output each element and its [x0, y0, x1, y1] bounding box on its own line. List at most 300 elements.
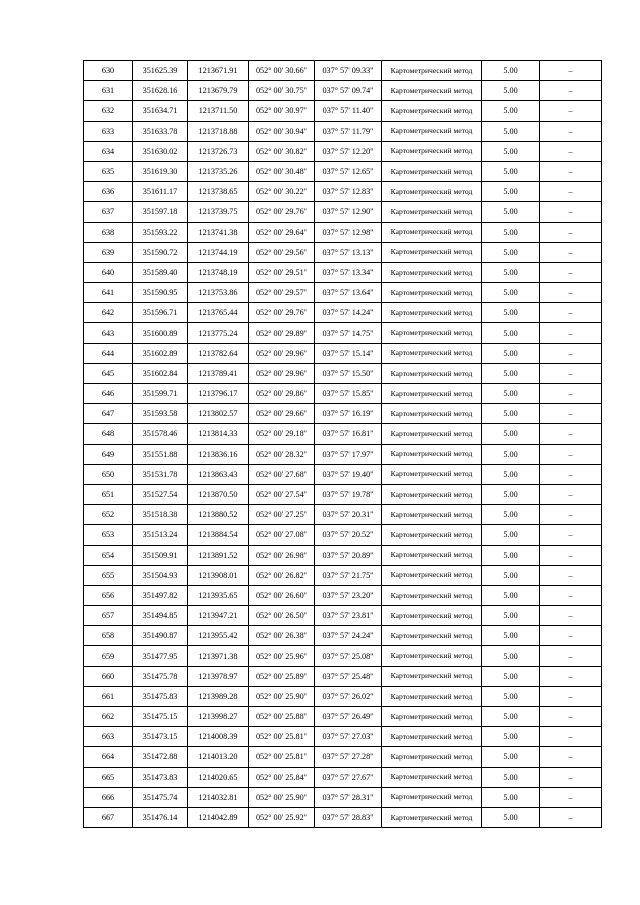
accuracy-cell: 5.00 [482, 707, 540, 727]
longitude-cell: 037° 57' 09.33" [315, 61, 382, 81]
x-coordinate-cell: 351527.54 [133, 484, 188, 504]
note-cell: – [540, 747, 602, 767]
accuracy-cell: 5.00 [482, 343, 540, 363]
x-coordinate-cell: 351593.58 [133, 404, 188, 424]
longitude-cell: 037° 57' 15.50" [315, 363, 382, 383]
y-coordinate-cell: 1213814.33 [188, 424, 249, 444]
table-row [84, 807, 602, 827]
table-row [84, 525, 602, 545]
method-cell: Картометрический метод [382, 384, 482, 404]
method-cell: Картометрический метод [382, 707, 482, 727]
accuracy-cell: 5.00 [482, 424, 540, 444]
method-cell: Картометрический метод [382, 787, 482, 807]
x-coordinate-cell: 351475.78 [133, 666, 188, 686]
y-coordinate-cell: 1213863.43 [188, 464, 249, 484]
y-coordinate-cell: 1213735.26 [188, 161, 249, 181]
y-coordinate-cell: 1213935.65 [188, 585, 249, 605]
longitude-cell: 037° 57' 24.24" [315, 626, 382, 646]
x-coordinate-cell: 351593.22 [133, 222, 188, 242]
accuracy-cell: 5.00 [482, 101, 540, 121]
latitude-cell: 052° 00' 30.75" [249, 81, 315, 101]
longitude-cell: 037° 57' 15.85" [315, 384, 382, 404]
note-cell: – [540, 161, 602, 181]
table-row [84, 626, 602, 646]
point-number-cell: 631 [84, 81, 133, 101]
method-cell: Картометрический метод [382, 61, 482, 81]
x-coordinate-cell: 351494.85 [133, 606, 188, 626]
x-coordinate-cell: 351472.88 [133, 747, 188, 767]
method-cell: Картометрический метод [382, 182, 482, 202]
note-cell: – [540, 262, 602, 282]
note-cell: – [540, 182, 602, 202]
accuracy-cell: 5.00 [482, 464, 540, 484]
latitude-cell: 052° 00' 26.60" [249, 585, 315, 605]
method-cell: Картометрический метод [382, 585, 482, 605]
x-coordinate-cell: 351475.83 [133, 686, 188, 706]
y-coordinate-cell: 1213744.19 [188, 242, 249, 262]
note-cell: – [540, 484, 602, 504]
point-number-cell: 645 [84, 363, 133, 383]
x-coordinate-cell: 351634.71 [133, 101, 188, 121]
method-cell: Картометрический метод [382, 767, 482, 787]
table-row [84, 707, 602, 727]
latitude-cell: 052° 00' 25.89" [249, 666, 315, 686]
x-coordinate-cell: 351628.16 [133, 81, 188, 101]
point-number-cell: 662 [84, 707, 133, 727]
latitude-cell: 052° 00' 25.90" [249, 787, 315, 807]
x-coordinate-cell: 351473.83 [133, 767, 188, 787]
note-cell: – [540, 303, 602, 323]
point-number-cell: 646 [84, 384, 133, 404]
longitude-cell: 037° 57' 23.81" [315, 606, 382, 626]
table-row [84, 686, 602, 706]
accuracy-cell: 5.00 [482, 807, 540, 827]
y-coordinate-cell: 1214013.20 [188, 747, 249, 767]
accuracy-cell: 5.00 [482, 747, 540, 767]
note-cell: – [540, 565, 602, 585]
point-number-cell: 658 [84, 626, 133, 646]
accuracy-cell: 5.00 [482, 61, 540, 81]
latitude-cell: 052° 00' 29.57" [249, 283, 315, 303]
latitude-cell: 052° 00' 29.86" [249, 384, 315, 404]
method-cell: Картометрический метод [382, 606, 482, 626]
longitude-cell: 037° 57' 28.83" [315, 807, 382, 827]
point-number-cell: 655 [84, 565, 133, 585]
longitude-cell: 037° 57' 12.90" [315, 202, 382, 222]
latitude-cell: 052° 00' 27.08" [249, 525, 315, 545]
method-cell: Картометрический метод [382, 747, 482, 767]
y-coordinate-cell: 1213978.97 [188, 666, 249, 686]
method-cell: Картометрический метод [382, 404, 482, 424]
longitude-cell: 037° 57' 27.28" [315, 747, 382, 767]
method-cell: Картометрический метод [382, 666, 482, 686]
table-row [84, 767, 602, 787]
longitude-cell: 037° 57' 11.40" [315, 101, 382, 121]
point-number-cell: 637 [84, 202, 133, 222]
y-coordinate-cell: 1213870.50 [188, 484, 249, 504]
latitude-cell: 052° 00' 25.88" [249, 707, 315, 727]
longitude-cell: 037° 57' 21.75" [315, 565, 382, 585]
x-coordinate-cell: 351630.02 [133, 141, 188, 161]
latitude-cell: 052° 00' 25.84" [249, 767, 315, 787]
y-coordinate-cell: 1213711.50 [188, 101, 249, 121]
accuracy-cell: 5.00 [482, 787, 540, 807]
point-number-cell: 657 [84, 606, 133, 626]
y-coordinate-cell: 1213765.44 [188, 303, 249, 323]
note-cell: – [540, 323, 602, 343]
point-number-cell: 641 [84, 283, 133, 303]
longitude-cell: 037° 57' 20.52" [315, 525, 382, 545]
note-cell: – [540, 141, 602, 161]
x-coordinate-cell: 351602.84 [133, 363, 188, 383]
x-coordinate-cell: 351597.18 [133, 202, 188, 222]
latitude-cell: 052° 00' 29.96" [249, 343, 315, 363]
accuracy-cell: 5.00 [482, 202, 540, 222]
latitude-cell: 052° 00' 25.81" [249, 747, 315, 767]
table-row [84, 565, 602, 585]
longitude-cell: 037° 57' 16.19" [315, 404, 382, 424]
accuracy-cell: 5.00 [482, 626, 540, 646]
y-coordinate-cell: 1213955.42 [188, 626, 249, 646]
table-row [84, 303, 602, 323]
note-cell: – [540, 363, 602, 383]
table-row [84, 666, 602, 686]
accuracy-cell: 5.00 [482, 404, 540, 424]
longitude-cell: 037° 57' 28.31" [315, 787, 382, 807]
table-row [84, 141, 602, 161]
table-row [84, 505, 602, 525]
method-cell: Картометрический метод [382, 101, 482, 121]
latitude-cell: 052° 00' 29.56" [249, 242, 315, 262]
table-row [84, 404, 602, 424]
accuracy-cell: 5.00 [482, 161, 540, 181]
y-coordinate-cell: 1213947.21 [188, 606, 249, 626]
note-cell: – [540, 626, 602, 646]
accuracy-cell: 5.00 [482, 606, 540, 626]
y-coordinate-cell: 1214032.81 [188, 787, 249, 807]
method-cell: Картометрический метод [382, 424, 482, 444]
point-number-cell: 632 [84, 101, 133, 121]
y-coordinate-cell: 1213789.41 [188, 363, 249, 383]
x-coordinate-cell: 351518.38 [133, 505, 188, 525]
method-cell: Картометрический метод [382, 484, 482, 504]
latitude-cell: 052° 00' 30.22" [249, 182, 315, 202]
table-row [84, 283, 602, 303]
point-number-cell: 665 [84, 767, 133, 787]
y-coordinate-cell: 1213671.91 [188, 61, 249, 81]
longitude-cell: 037° 57' 25.08" [315, 646, 382, 666]
point-number-cell: 651 [84, 484, 133, 504]
table-row [84, 182, 602, 202]
method-cell: Картометрический метод [382, 242, 482, 262]
table-row [84, 727, 602, 747]
x-coordinate-cell: 351625.39 [133, 61, 188, 81]
y-coordinate-cell: 1213679.79 [188, 81, 249, 101]
x-coordinate-cell: 351509.91 [133, 545, 188, 565]
table-row [84, 161, 602, 181]
x-coordinate-cell: 351596.71 [133, 303, 188, 323]
accuracy-cell: 5.00 [482, 666, 540, 686]
table-row [84, 464, 602, 484]
longitude-cell: 037° 57' 23.20" [315, 585, 382, 605]
table-row [84, 585, 602, 605]
note-cell: – [540, 767, 602, 787]
method-cell: Картометрический метод [382, 141, 482, 161]
point-number-cell: 666 [84, 787, 133, 807]
longitude-cell: 037° 57' 16.81" [315, 424, 382, 444]
x-coordinate-cell: 351551.88 [133, 444, 188, 464]
note-cell: – [540, 585, 602, 605]
y-coordinate-cell: 1213775.24 [188, 323, 249, 343]
x-coordinate-cell: 351476.14 [133, 807, 188, 827]
point-number-cell: 650 [84, 464, 133, 484]
table-row [84, 747, 602, 767]
point-number-cell: 635 [84, 161, 133, 181]
y-coordinate-cell: 1213741.38 [188, 222, 249, 242]
latitude-cell: 052° 00' 30.97" [249, 101, 315, 121]
table-row [84, 202, 602, 222]
method-cell: Картометрический метод [382, 161, 482, 181]
note-cell: – [540, 707, 602, 727]
longitude-cell: 037° 57' 19.40" [315, 464, 382, 484]
x-coordinate-cell: 351473.15 [133, 727, 188, 747]
latitude-cell: 052° 00' 25.92" [249, 807, 315, 827]
accuracy-cell: 5.00 [482, 222, 540, 242]
x-coordinate-cell: 351590.95 [133, 283, 188, 303]
method-cell: Картометрический метод [382, 303, 482, 323]
note-cell: – [540, 727, 602, 747]
method-cell: Картометрический метод [382, 545, 482, 565]
point-number-cell: 664 [84, 747, 133, 767]
latitude-cell: 052° 00' 25.96" [249, 646, 315, 666]
note-cell: – [540, 81, 602, 101]
latitude-cell: 052° 00' 29.66" [249, 404, 315, 424]
table-row [84, 444, 602, 464]
y-coordinate-cell: 1213748.19 [188, 262, 249, 282]
latitude-cell: 052° 00' 27.25" [249, 505, 315, 525]
point-number-cell: 634 [84, 141, 133, 161]
note-cell: – [540, 242, 602, 262]
table-row [84, 384, 602, 404]
method-cell: Картометрический метод [382, 727, 482, 747]
y-coordinate-cell: 1213718.88 [188, 121, 249, 141]
longitude-cell: 037° 57' 17.97" [315, 444, 382, 464]
latitude-cell: 052° 00' 26.38" [249, 626, 315, 646]
note-cell: – [540, 686, 602, 706]
point-number-cell: 642 [84, 303, 133, 323]
point-number-cell: 652 [84, 505, 133, 525]
note-cell: – [540, 61, 602, 81]
accuracy-cell: 5.00 [482, 686, 540, 706]
method-cell: Картометрический метод [382, 121, 482, 141]
y-coordinate-cell: 1213971.38 [188, 646, 249, 666]
method-cell: Картометрический метод [382, 343, 482, 363]
accuracy-cell: 5.00 [482, 121, 540, 141]
latitude-cell: 052° 00' 27.68" [249, 464, 315, 484]
note-cell: – [540, 424, 602, 444]
y-coordinate-cell: 1213884.54 [188, 525, 249, 545]
point-number-cell: 648 [84, 424, 133, 444]
note-cell: – [540, 222, 602, 242]
point-number-cell: 638 [84, 222, 133, 242]
y-coordinate-cell: 1213739.75 [188, 202, 249, 222]
longitude-cell: 037° 57' 14.75" [315, 323, 382, 343]
y-coordinate-cell: 1213726.73 [188, 141, 249, 161]
point-number-cell: 663 [84, 727, 133, 747]
accuracy-cell: 5.00 [482, 242, 540, 262]
accuracy-cell: 5.00 [482, 182, 540, 202]
note-cell: – [540, 606, 602, 626]
longitude-cell: 037° 57' 27.03" [315, 727, 382, 747]
table-row [84, 222, 602, 242]
note-cell: – [540, 505, 602, 525]
longitude-cell: 037° 57' 12.83" [315, 182, 382, 202]
table-row [84, 787, 602, 807]
accuracy-cell: 5.00 [482, 283, 540, 303]
x-coordinate-cell: 351504.93 [133, 565, 188, 585]
longitude-cell: 037° 57' 27.67" [315, 767, 382, 787]
latitude-cell: 052° 00' 26.82" [249, 565, 315, 585]
table-row [84, 484, 602, 504]
longitude-cell: 037° 57' 15.14" [315, 343, 382, 363]
y-coordinate-cell: 1213998.27 [188, 707, 249, 727]
method-cell: Картометрический метод [382, 505, 482, 525]
x-coordinate-cell: 351475.74 [133, 787, 188, 807]
x-coordinate-cell: 351477.95 [133, 646, 188, 666]
longitude-cell: 037° 57' 14.24" [315, 303, 382, 323]
method-cell: Картометрический метод [382, 626, 482, 646]
table-row [84, 343, 602, 363]
point-number-cell: 630 [84, 61, 133, 81]
y-coordinate-cell: 1213802.57 [188, 404, 249, 424]
y-coordinate-cell: 1213796.17 [188, 384, 249, 404]
method-cell: Картометрический метод [382, 525, 482, 545]
x-coordinate-cell: 351475.15 [133, 707, 188, 727]
point-number-cell: 654 [84, 545, 133, 565]
note-cell: – [540, 787, 602, 807]
method-cell: Картометрический метод [382, 262, 482, 282]
y-coordinate-cell: 1213782.64 [188, 343, 249, 363]
note-cell: – [540, 202, 602, 222]
point-number-cell: 653 [84, 525, 133, 545]
accuracy-cell: 5.00 [482, 363, 540, 383]
method-cell: Картометрический метод [382, 323, 482, 343]
note-cell: – [540, 404, 602, 424]
y-coordinate-cell: 1213753.86 [188, 283, 249, 303]
note-cell: – [540, 807, 602, 827]
table-row [84, 545, 602, 565]
point-number-cell: 639 [84, 242, 133, 262]
point-number-cell: 643 [84, 323, 133, 343]
latitude-cell: 052° 00' 26.50" [249, 606, 315, 626]
longitude-cell: 037° 57' 20.89" [315, 545, 382, 565]
accuracy-cell: 5.00 [482, 565, 540, 585]
point-number-cell: 647 [84, 404, 133, 424]
y-coordinate-cell: 1213880.52 [188, 505, 249, 525]
table-body [84, 61, 602, 828]
longitude-cell: 037° 57' 13.64" [315, 283, 382, 303]
longitude-cell: 037° 57' 12.98" [315, 222, 382, 242]
table-row [84, 242, 602, 262]
method-cell: Картометрический метод [382, 565, 482, 585]
x-coordinate-cell: 351497.82 [133, 585, 188, 605]
table-row [84, 101, 602, 121]
note-cell: – [540, 343, 602, 363]
longitude-cell: 037° 57' 13.13" [315, 242, 382, 262]
x-coordinate-cell: 351490.87 [133, 626, 188, 646]
latitude-cell: 052° 00' 29.51" [249, 262, 315, 282]
longitude-cell: 037° 57' 13.34" [315, 262, 382, 282]
x-coordinate-cell: 351599.71 [133, 384, 188, 404]
latitude-cell: 052° 00' 29.76" [249, 202, 315, 222]
longitude-cell: 037° 57' 11.79" [315, 121, 382, 141]
longitude-cell: 037° 57' 12.65" [315, 161, 382, 181]
longitude-cell: 037° 57' 26.49" [315, 707, 382, 727]
note-cell: – [540, 666, 602, 686]
accuracy-cell: 5.00 [482, 81, 540, 101]
note-cell: – [540, 101, 602, 121]
accuracy-cell: 5.00 [482, 262, 540, 282]
table-row [84, 363, 602, 383]
latitude-cell: 052° 00' 30.48" [249, 161, 315, 181]
table-row [84, 424, 602, 444]
y-coordinate-cell: 1214008.39 [188, 727, 249, 747]
x-coordinate-cell: 351531.78 [133, 464, 188, 484]
method-cell: Картометрический метод [382, 807, 482, 827]
accuracy-cell: 5.00 [482, 484, 540, 504]
accuracy-cell: 5.00 [482, 505, 540, 525]
y-coordinate-cell: 1213908.01 [188, 565, 249, 585]
accuracy-cell: 5.00 [482, 525, 540, 545]
longitude-cell: 037° 57' 25.48" [315, 666, 382, 686]
method-cell: Картометрический метод [382, 283, 482, 303]
table-row [84, 121, 602, 141]
longitude-cell: 037° 57' 19.78" [315, 484, 382, 504]
point-number-cell: 644 [84, 343, 133, 363]
method-cell: Картометрический метод [382, 686, 482, 706]
x-coordinate-cell: 351633.78 [133, 121, 188, 141]
note-cell: – [540, 464, 602, 484]
accuracy-cell: 5.00 [482, 384, 540, 404]
point-number-cell: 659 [84, 646, 133, 666]
note-cell: – [540, 283, 602, 303]
table-row [84, 323, 602, 343]
point-number-cell: 660 [84, 666, 133, 686]
longitude-cell: 037° 57' 12.20" [315, 141, 382, 161]
accuracy-cell: 5.00 [482, 141, 540, 161]
note-cell: – [540, 525, 602, 545]
x-coordinate-cell: 351578.46 [133, 424, 188, 444]
x-coordinate-cell: 351513.24 [133, 525, 188, 545]
method-cell: Картометрический метод [382, 646, 482, 666]
point-number-cell: 633 [84, 121, 133, 141]
latitude-cell: 052° 00' 29.89" [249, 323, 315, 343]
latitude-cell: 052° 00' 30.82" [249, 141, 315, 161]
longitude-cell: 037° 57' 20.31" [315, 505, 382, 525]
accuracy-cell: 5.00 [482, 444, 540, 464]
method-cell: Картометрический метод [382, 464, 482, 484]
note-cell: – [540, 444, 602, 464]
x-coordinate-cell: 351590.72 [133, 242, 188, 262]
table-row [84, 606, 602, 626]
latitude-cell: 052° 00' 30.66" [249, 61, 315, 81]
point-number-cell: 667 [84, 807, 133, 827]
method-cell: Картометрический метод [382, 222, 482, 242]
latitude-cell: 052° 00' 30.94" [249, 121, 315, 141]
latitude-cell: 052° 00' 29.64" [249, 222, 315, 242]
accuracy-cell: 5.00 [482, 303, 540, 323]
x-coordinate-cell: 351611.17 [133, 182, 188, 202]
